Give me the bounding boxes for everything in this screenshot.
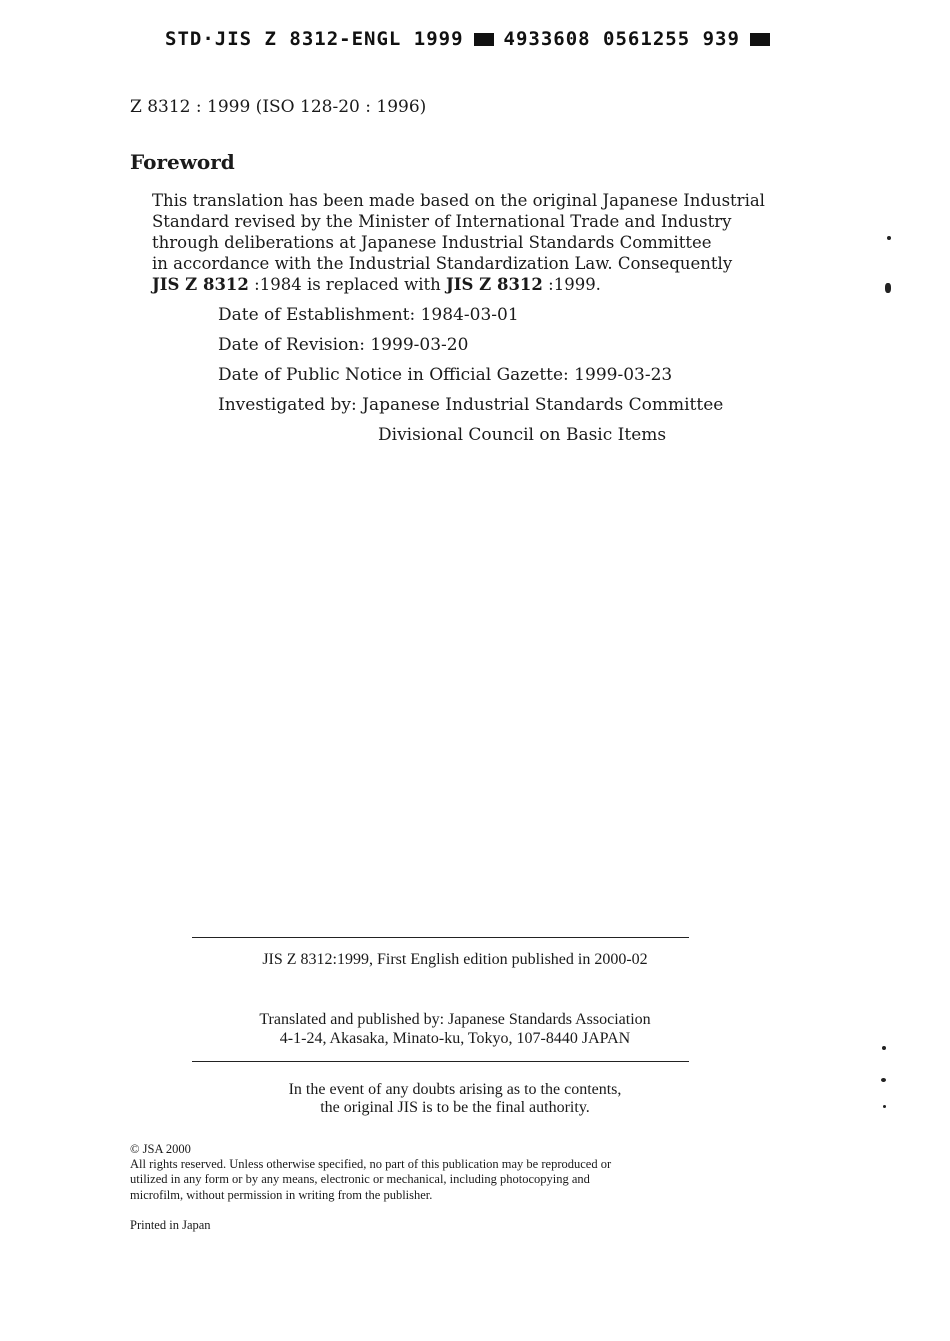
divider [192, 1061, 689, 1062]
scan-speck [883, 1105, 886, 1108]
rights-text: All rights reserved. Unless otherwise specified, no part of this publication may be reproduced or [130, 1157, 612, 1171]
paragraph-line: through deliberations at Japanese Industrial Standards Committee [152, 233, 712, 252]
date-of-revision: Date of Revision: 1999-03-20 [218, 335, 469, 355]
document-id: Z 8312 : 1999 (ISO 128-20 : 1996) [130, 97, 427, 117]
authority-note: the original JIS is to be the final authority. [320, 1099, 590, 1116]
header-stamp [165, 28, 780, 50]
paragraph-line: This translation has been made based on the original Japanese Industrial [152, 191, 765, 210]
paragraph-text: :1984 is replaced with [248, 275, 446, 294]
standard-reference: JIS Z 8312 [152, 275, 249, 294]
paragraph-line: in accordance with the Industrial Standardization Law. Consequently [152, 254, 733, 273]
scan-speck [887, 236, 891, 240]
redaction-block-icon [750, 33, 770, 46]
edition-statement: JIS Z 8312:1999, First English edition published in 2000-02 [262, 951, 648, 968]
rights-text: utilized in any form or by any means, electronic or mechanical, including photocopying and [130, 1172, 590, 1186]
paragraph-text: :1999. [542, 275, 601, 294]
date-of-establishment: Date of Establishment: 1984-03-01 [218, 305, 519, 325]
paragraph-line [152, 275, 601, 294]
divider [192, 937, 689, 938]
investigated-by: Investigated by: Japanese Industrial Standards Committee [218, 395, 724, 415]
scan-speck [885, 283, 891, 293]
authority-note: In the event of any doubts arising as to the contents, [288, 1081, 622, 1098]
standard-reference: JIS Z 8312 [445, 275, 543, 294]
printed-in: Printed in Japan [130, 1218, 211, 1232]
scan-speck [881, 1078, 886, 1082]
publisher-line: Translated and published by: Japanese Standards Association [259, 1011, 651, 1028]
stamp-standard-code: STD·JIS Z 8312-ENGL 1999 [165, 28, 464, 50]
paragraph-line: Standard revised by the Minister of International Trade and Industry [152, 212, 732, 231]
copyright: © JSA 2000 [130, 1142, 191, 1156]
publisher-address: 4-1-24, Akasaka, Minato-ku, Tokyo, 107-8440 JAPAN [279, 1030, 631, 1047]
divisional-council: Divisional Council on Basic Items [378, 425, 667, 445]
scan-speck [882, 1046, 886, 1050]
foreword-heading: Foreword [130, 150, 235, 174]
date-of-public-notice: Date of Public Notice in Official Gazette: 1999-03-23 [218, 365, 673, 385]
rights-text: microfilm, without permission in writing from the publisher. [130, 1188, 433, 1202]
redaction-block-icon [474, 33, 494, 46]
stamp-serial-number: 4933608 0561255 939 [503, 28, 740, 50]
